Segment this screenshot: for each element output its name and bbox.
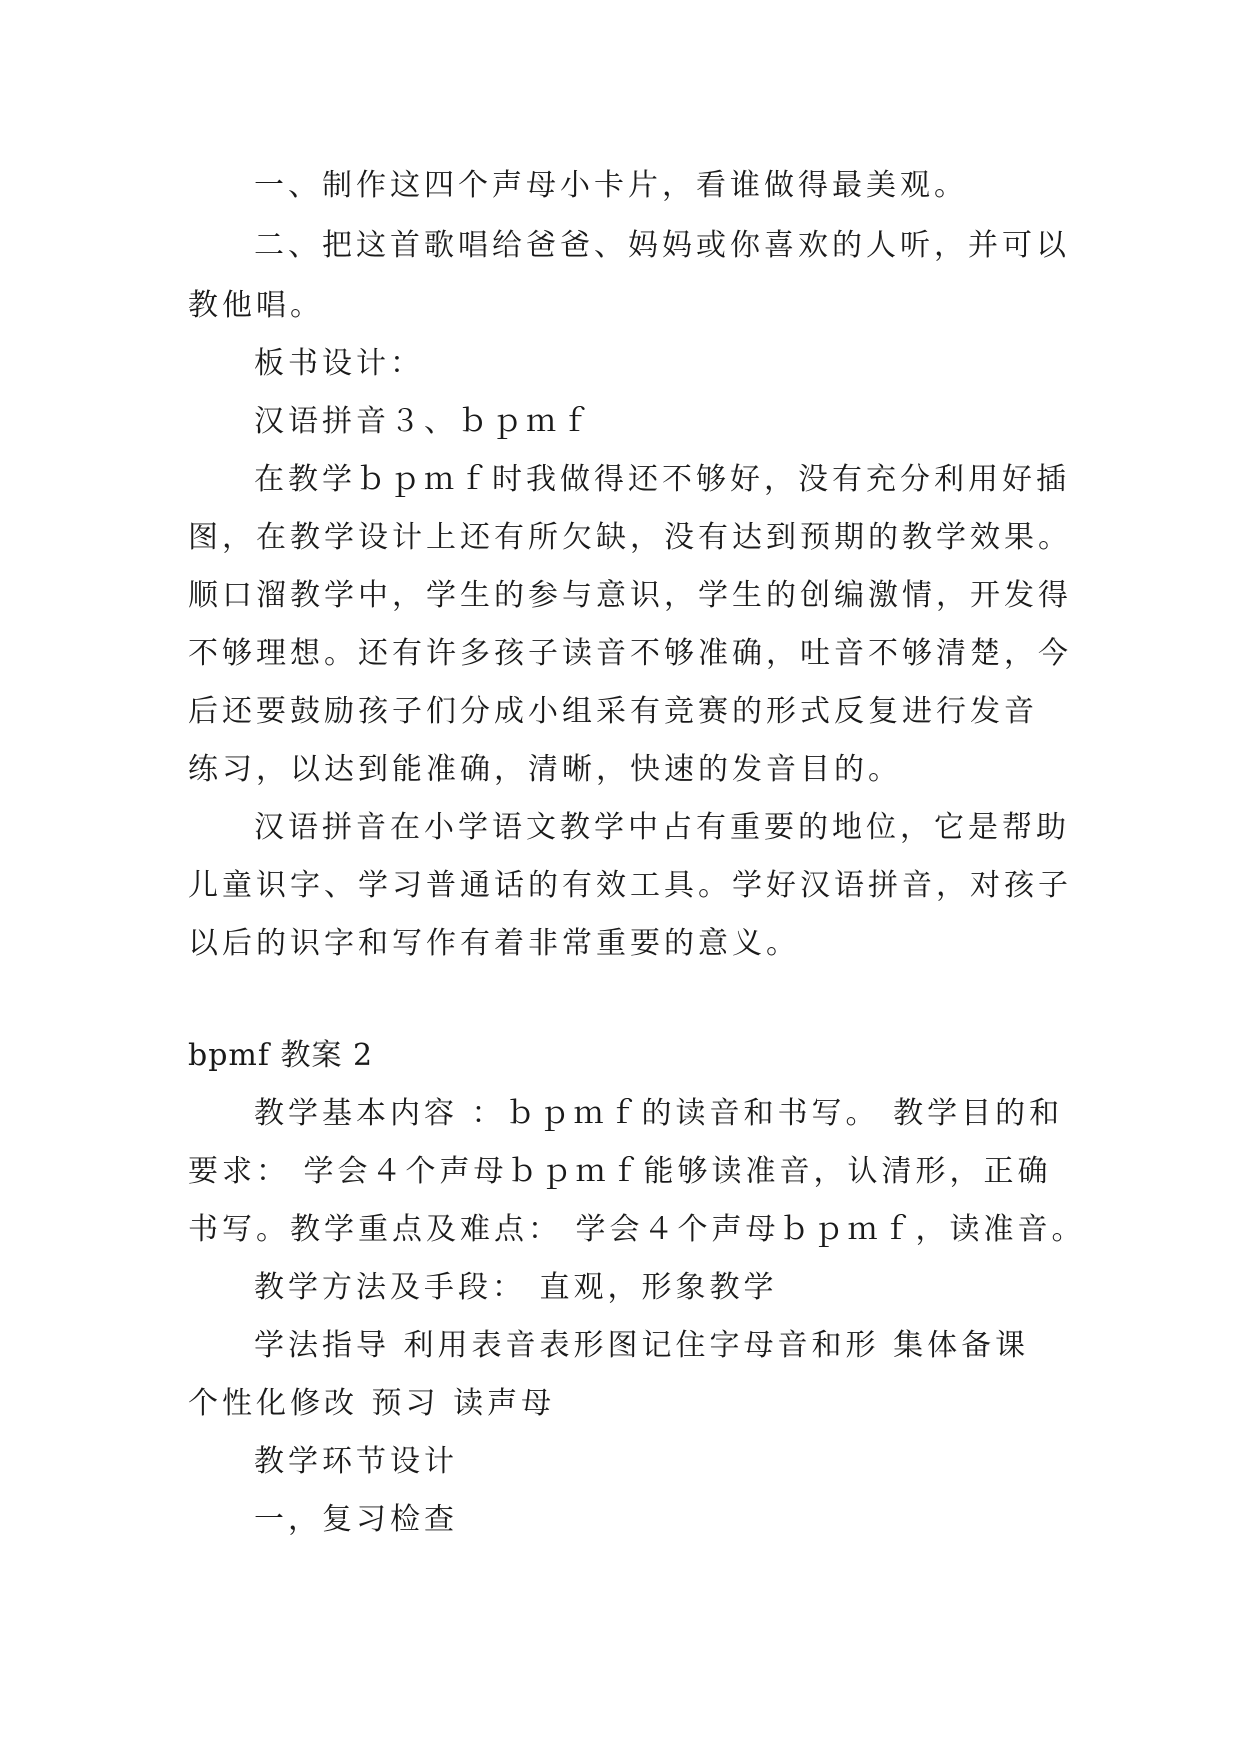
reflection-line-6: 练习，以达到能准确，清晰，快速的发音目的。 <box>188 752 902 787</box>
study-guidance-line-2: 个性化修改 预习 读声母 <box>188 1386 556 1421</box>
pinyin-importance-line-3: 以后的识字和写作有着非常重要的意义。 <box>188 926 800 961</box>
board-design-title: 汉语拼音３、ｂｐｍｆ <box>254 404 594 439</box>
reflection-line-3: 顺口溜教学中，学生的参与意识，学生的创编激情，开发得 <box>188 578 1072 613</box>
teaching-methods: 教学方法及手段： 直观，形象教学 <box>254 1270 778 1305</box>
reflection-line-5: 后还要鼓励孩子们分成小组采有竞赛的形式反复进行发音 <box>188 694 1038 729</box>
board-design-label: 板书设计： <box>254 346 424 381</box>
lesson-content-line-1: 教学基本内容 ：ｂｐｍｆ的读音和书写。 教学目的和 <box>254 1096 1064 1131</box>
reflection-line-4: 不够理想。还有许多孩子读音不够准确，吐音不够清楚，今 <box>188 636 1072 671</box>
paragraph-homework-1: 一、制作这四个声母小卡片，看谁做得最美观。 <box>254 168 968 203</box>
pinyin-importance-line-2: 儿童识字、学习普通话的有效工具。学好汉语拼音，对孩子 <box>188 868 1072 903</box>
section-title: bpmf 教案 2 <box>188 1038 374 1073</box>
review-step: 一，复习检查 <box>254 1502 458 1537</box>
paragraph-homework-2: 二、把这首歌唱给爸爸、妈妈或你喜欢的人听，并可以 <box>254 228 1070 263</box>
paragraph-homework-2-cont: 教他唱。 <box>188 288 324 323</box>
pinyin-importance-line-1: 汉语拼音在小学语文教学中占有重要的地位，它是帮助 <box>254 810 1070 845</box>
teaching-steps-heading: 教学环节设计 <box>254 1444 458 1479</box>
lesson-content-line-3: 书写。教学重点及难点： 学会４个声母ｂｐｍｆ，读准音。 <box>188 1212 1086 1247</box>
study-guidance-line-1: 学法指导 利用表音表形图记住字母音和形 集体备课 <box>254 1328 1030 1363</box>
lesson-content-line-2: 要求： 学会４个声母ｂｐｍｆ能够读准音，认清形，正确 <box>188 1154 1052 1189</box>
reflection-line-1: 在教学ｂｐｍｆ时我做得还不够好，没有充分利用好插 <box>254 462 1070 497</box>
reflection-line-2: 图，在教学设计上还有所欠缺，没有达到预期的教学效果。 <box>188 520 1072 555</box>
